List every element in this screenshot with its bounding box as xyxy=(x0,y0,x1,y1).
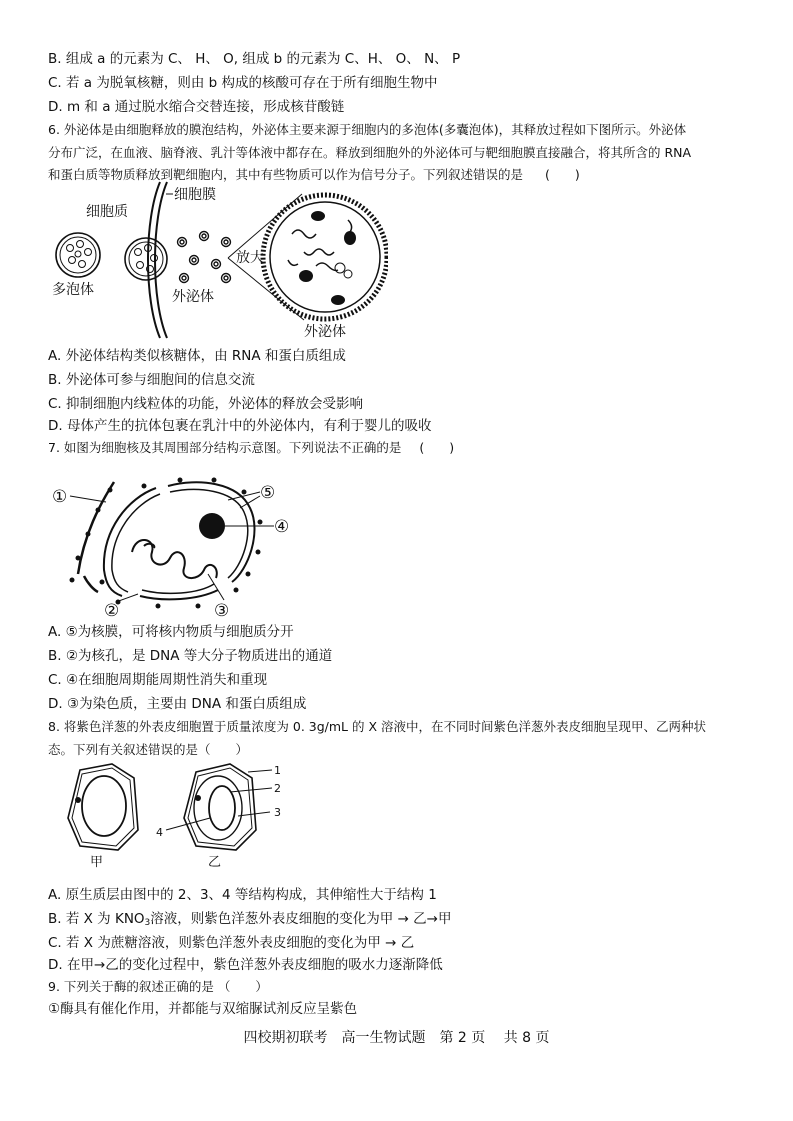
q6-option-c: C. 抑制细胞内线粒体的功能，外泌体的释放会受影响 xyxy=(48,396,364,412)
q5-option-c: C. 若 a 为脱氧核糖，则由 b 构成的核酸可存在于所有细胞生物中 xyxy=(48,75,438,91)
q6-stem-line1: 6. 外泌体是由细胞释放的膜泡结构，外泌体主要来源于细胞内的多泡体(多囊泡体)，其释放过程如下图所示。外泌体 xyxy=(48,122,687,137)
label-1: ① xyxy=(52,487,68,507)
q8-stem-line1: 8. 将紫色洋葱的外表皮细胞置于质量浓度为 0. 3g/mL 的 X 溶液中，在不同时间紫色洋葱外表皮细胞呈现甲、乙两种状 xyxy=(48,719,706,734)
q9-item-1: ①酶具有催化作用，并都能与双缩脲试剂反应呈紫色 xyxy=(48,1001,358,1017)
enlarged-exosome xyxy=(263,195,387,319)
q9-stem: 9. 下列关于酶的叙述正确的是 （ ） xyxy=(48,979,268,994)
q8-option-c: C. 若 X 为蔗糖溶液，则紫色洋葱外表皮细胞的变化为甲 → 乙 xyxy=(48,935,415,951)
q7-answer-paren: ( ) xyxy=(419,440,455,455)
q7-stem-line xyxy=(48,439,454,457)
q6-option-a: A. 外泌体结构类似核糖体，由 RNA 和蛋白质组成 xyxy=(48,348,346,364)
cell-yi xyxy=(184,764,256,850)
q8-option-b-pre: B. 若 X 为 KNO xyxy=(48,911,145,927)
q6-exosome-figure xyxy=(48,180,388,340)
q6-option-d: D. 母体产生的抗体包裹在乳汁中的外泌体内，有利于婴儿的吸收 xyxy=(48,418,432,434)
q8-stem-line2: 态。下列有关叙述错误的是（ ） xyxy=(48,742,249,757)
q6-answer-paren: ( ) xyxy=(545,167,580,182)
nucleolus xyxy=(199,513,225,539)
q7-nucleus-figure xyxy=(48,474,308,620)
label-n3: 3 xyxy=(274,806,281,819)
label-enlarge: 放大 xyxy=(236,250,264,266)
released-exosomes xyxy=(178,232,231,283)
cell-jia xyxy=(68,764,138,850)
q6-option-b: B. 外泌体可参与细胞间的信息交流 xyxy=(48,372,255,388)
multivesicular-body xyxy=(56,233,100,277)
label-jia: 甲 xyxy=(90,855,104,870)
label-4: ④ xyxy=(274,517,290,537)
label-exosome: 外泌体 xyxy=(172,289,214,305)
label-3: ③ xyxy=(214,601,230,620)
q5-option-b: B. 组成 a 的元素为 C、 H、 O, 组成 b 的元素为 C、H、 O、 N、 P xyxy=(48,51,461,67)
q7-option-a: A. ⑤为核膜，可将核内物质与细胞质分开 xyxy=(48,624,294,640)
label-n4: 4 xyxy=(156,826,163,839)
ribosome-dots xyxy=(70,478,263,609)
fusing-mvb xyxy=(125,238,167,280)
q8-option-d: D. 在甲→乙的变化过程中，紫色洋葱外表皮细胞的吸水力逐渐降低 xyxy=(48,957,443,973)
q7-option-d: D. ③为染色质，主要由 DNA 和蛋白质组成 xyxy=(48,696,307,712)
label-yi: 乙 xyxy=(208,855,222,870)
label-cytoplasm: 细胞质 xyxy=(86,204,128,220)
label-multivesicular-body: 多泡体 xyxy=(52,282,94,298)
q7-option-c: C. ④在细胞周期能周期性消失和重现 xyxy=(48,672,268,688)
label-exosome-enlarged: 外泌体 xyxy=(304,324,346,340)
label-2: ② xyxy=(104,601,120,620)
q7-stem-text: 7. 如图为细胞核及其周围部分结构示意图。下列说法不正确的是 xyxy=(48,440,402,455)
label-n2: 2 xyxy=(274,782,281,795)
label-cell-membrane: 细胞膜 xyxy=(174,187,216,203)
label-n1: 1 xyxy=(274,764,281,777)
q5-option-d: D. m 和 a 通过脱水缩合交替连接，形成核苷酸链 xyxy=(48,99,345,115)
q6-stem-line2: 分布广泛，在血液、脑脊液、乳汁等体液中都存在。释放到细胞外的外泌体可与靶细胞膜直接融合，将其所含的 RNA xyxy=(48,145,692,160)
page-footer: 四校期初联考 高一生物试题 第 2 页 共 8 页 xyxy=(243,1030,550,1046)
q8-plasmolysis-figure xyxy=(60,758,300,870)
label-5: ⑤ xyxy=(260,483,276,503)
q8-option-b xyxy=(48,910,452,932)
q7-option-b: B. ②为核孔，是 DNA 等大分子物质进出的通道 xyxy=(48,648,333,664)
q8-option-a: A. 原生质层由图中的 2、3、4 等结构构成，其伸缩性大于结构 1 xyxy=(48,887,437,903)
q8-option-b-sub: 3 xyxy=(144,918,151,928)
q8-option-b-post: 溶液，则紫色洋葱外表皮细胞的变化为甲 → 乙→甲 xyxy=(150,911,452,927)
q6-stem-text: 和蛋白质等物质释放到靶细胞内，其中有些物质可以作为信号分子。下列叙述错误的是 xyxy=(48,167,524,182)
